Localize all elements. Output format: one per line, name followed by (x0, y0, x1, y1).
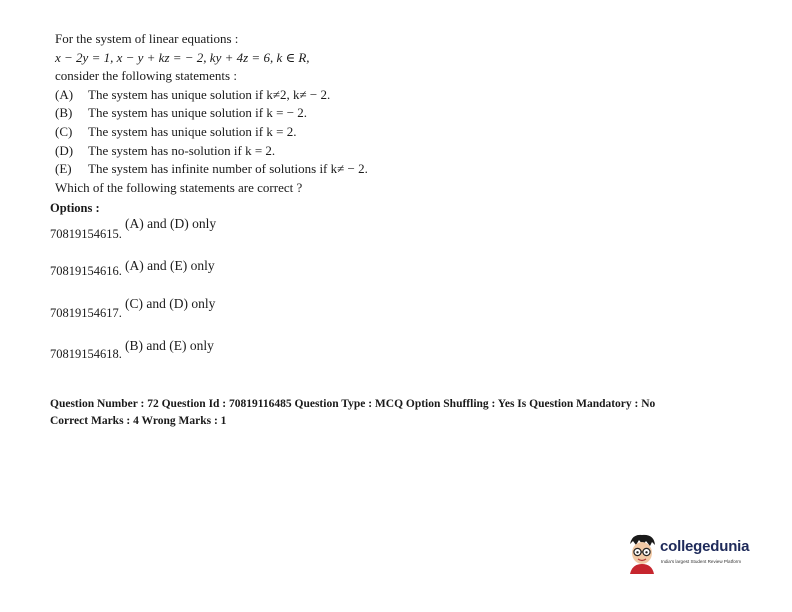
options-title: Options : (50, 201, 100, 215)
statement-e (55, 160, 755, 179)
option-text: (C) and (D) only (125, 296, 216, 311)
statement-c (55, 123, 755, 142)
statement-text: The system has no-solution if k = 2. (88, 142, 276, 158)
question-block (55, 30, 755, 197)
marks-meta-line: Correct Marks : 4 Wrong Marks : 1 (50, 415, 227, 427)
option-id: 70819154618. (50, 347, 122, 361)
option-id: 70819154615. (50, 227, 122, 241)
option-text: (A) and (D) only (125, 216, 217, 231)
statement-text: The system has unique solution if k≠2, k≠ − 2. (88, 86, 331, 102)
statement-text: The system has infinite number of solutions if k≠ − 2. (88, 161, 368, 177)
consider-line: consider the following statements : (55, 68, 237, 84)
statement-label: (B) (55, 105, 73, 121)
statement-text: The system has unique solution if k = 2. (88, 123, 297, 139)
statement-label: (C) (55, 123, 73, 139)
statement-b (55, 104, 755, 123)
option-text: (B) and (E) only (125, 338, 214, 353)
statement-label: (A) (55, 86, 74, 102)
statement-label: (E) (55, 161, 72, 177)
collegedunia-logo (624, 532, 764, 578)
statement-text: The system has unique solution if k = − 2. (88, 105, 308, 121)
question-ask: Which of the following statements are correct ? (55, 179, 303, 195)
question-meta-line: Question Number : 72 Question Id : 70819116485 Question Type : MCQ Option Shuffling : Yes Is Question Mandatory : No (50, 398, 656, 410)
statement-label: (D) (55, 142, 74, 158)
equations-line: x − 2y = 1, x − y + kz = − 2, ky + 4z = 6, k ∈ R, (55, 49, 310, 65)
statement-d (55, 142, 755, 161)
logo-wordmark: collegedunia (660, 538, 750, 555)
logo-tagline: India's largest Student Review Platform (661, 559, 742, 564)
statement-a (55, 86, 755, 105)
option-text: (A) and (E) only (125, 258, 215, 273)
mascot-icon (624, 532, 660, 574)
question-intro: For the system of linear equations : (55, 31, 239, 46)
option-id: 70819154616. (50, 264, 122, 278)
option-id: 70819154617. (50, 306, 122, 320)
